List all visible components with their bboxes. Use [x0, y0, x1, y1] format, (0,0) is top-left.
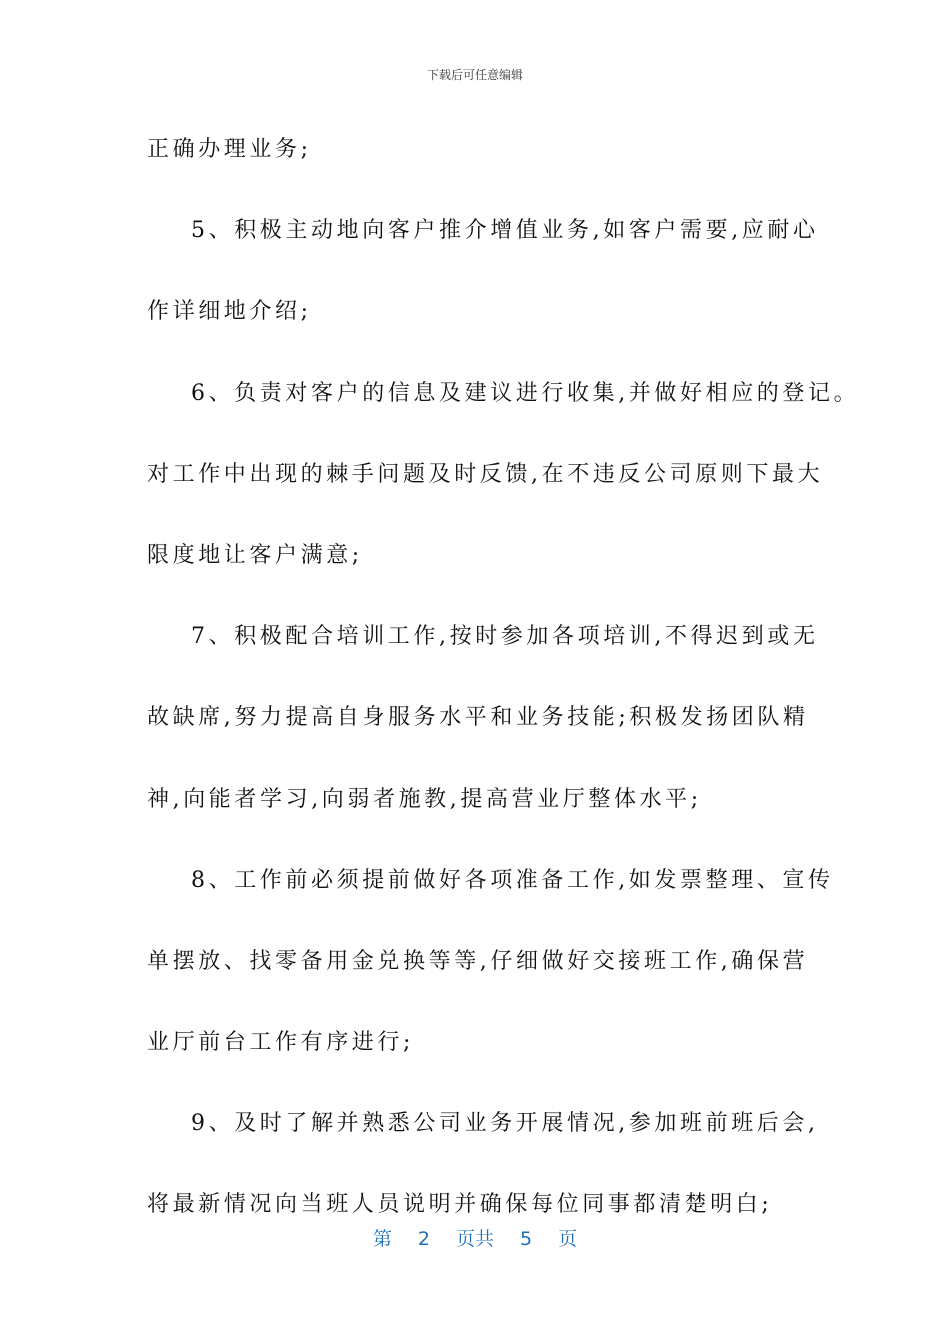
page-footer: [0, 1224, 950, 1251]
body-line: 单摆放、找零备用金兑换等等,仔细做好交接班工作,确保营: [147, 948, 809, 974]
body-line: 将最新情况向当班人员说明并确保每位同事都清楚明白;: [147, 1192, 773, 1218]
body-line: 5、积极主动地向客户推介增值业务,如客户需要,应耐心: [191, 218, 819, 244]
body-line: 故缺席,努力提高自身服务水平和业务技能;积极发扬团队精: [147, 705, 809, 731]
body-line: 7、积极配合培训工作,按时参加各项培训,不得迟到或无: [191, 624, 819, 650]
footer-total-pages: 5: [520, 1228, 533, 1250]
footer-ye-gong: 页共: [455, 1228, 494, 1250]
body-line: 8、工作前必须提前做好各项准备工作,如发票整理、宣传: [191, 867, 834, 893]
body-line: 正确办理业务;: [147, 137, 312, 162]
body-line: 限度地让客户满意;: [147, 542, 363, 568]
body-line: 6、负责对客户的信息及建议进行收集,并做好相应的登记。: [191, 380, 860, 406]
footer-page-number: 2: [417, 1228, 430, 1250]
footer-ye: 页: [558, 1228, 578, 1250]
document-body: [147, 123, 860, 1260]
page-header: 下载后可任意编辑: [426, 68, 523, 82]
body-line: 对工作中出现的棘手问题及时反馈,在不违反公司原则下最大: [147, 461, 824, 487]
body-line: 作详细地介绍;: [147, 299, 312, 325]
footer-di: 第: [372, 1228, 392, 1250]
body-line: 业厅前台工作有序进行;: [147, 1030, 415, 1056]
body-line: 9、及时了解并熟悉公司业务开展情况,参加班前班后会,: [191, 1111, 819, 1137]
body-line: 神,向能者学习,向弱者施教,提高营业厅整体水平;: [147, 786, 702, 812]
